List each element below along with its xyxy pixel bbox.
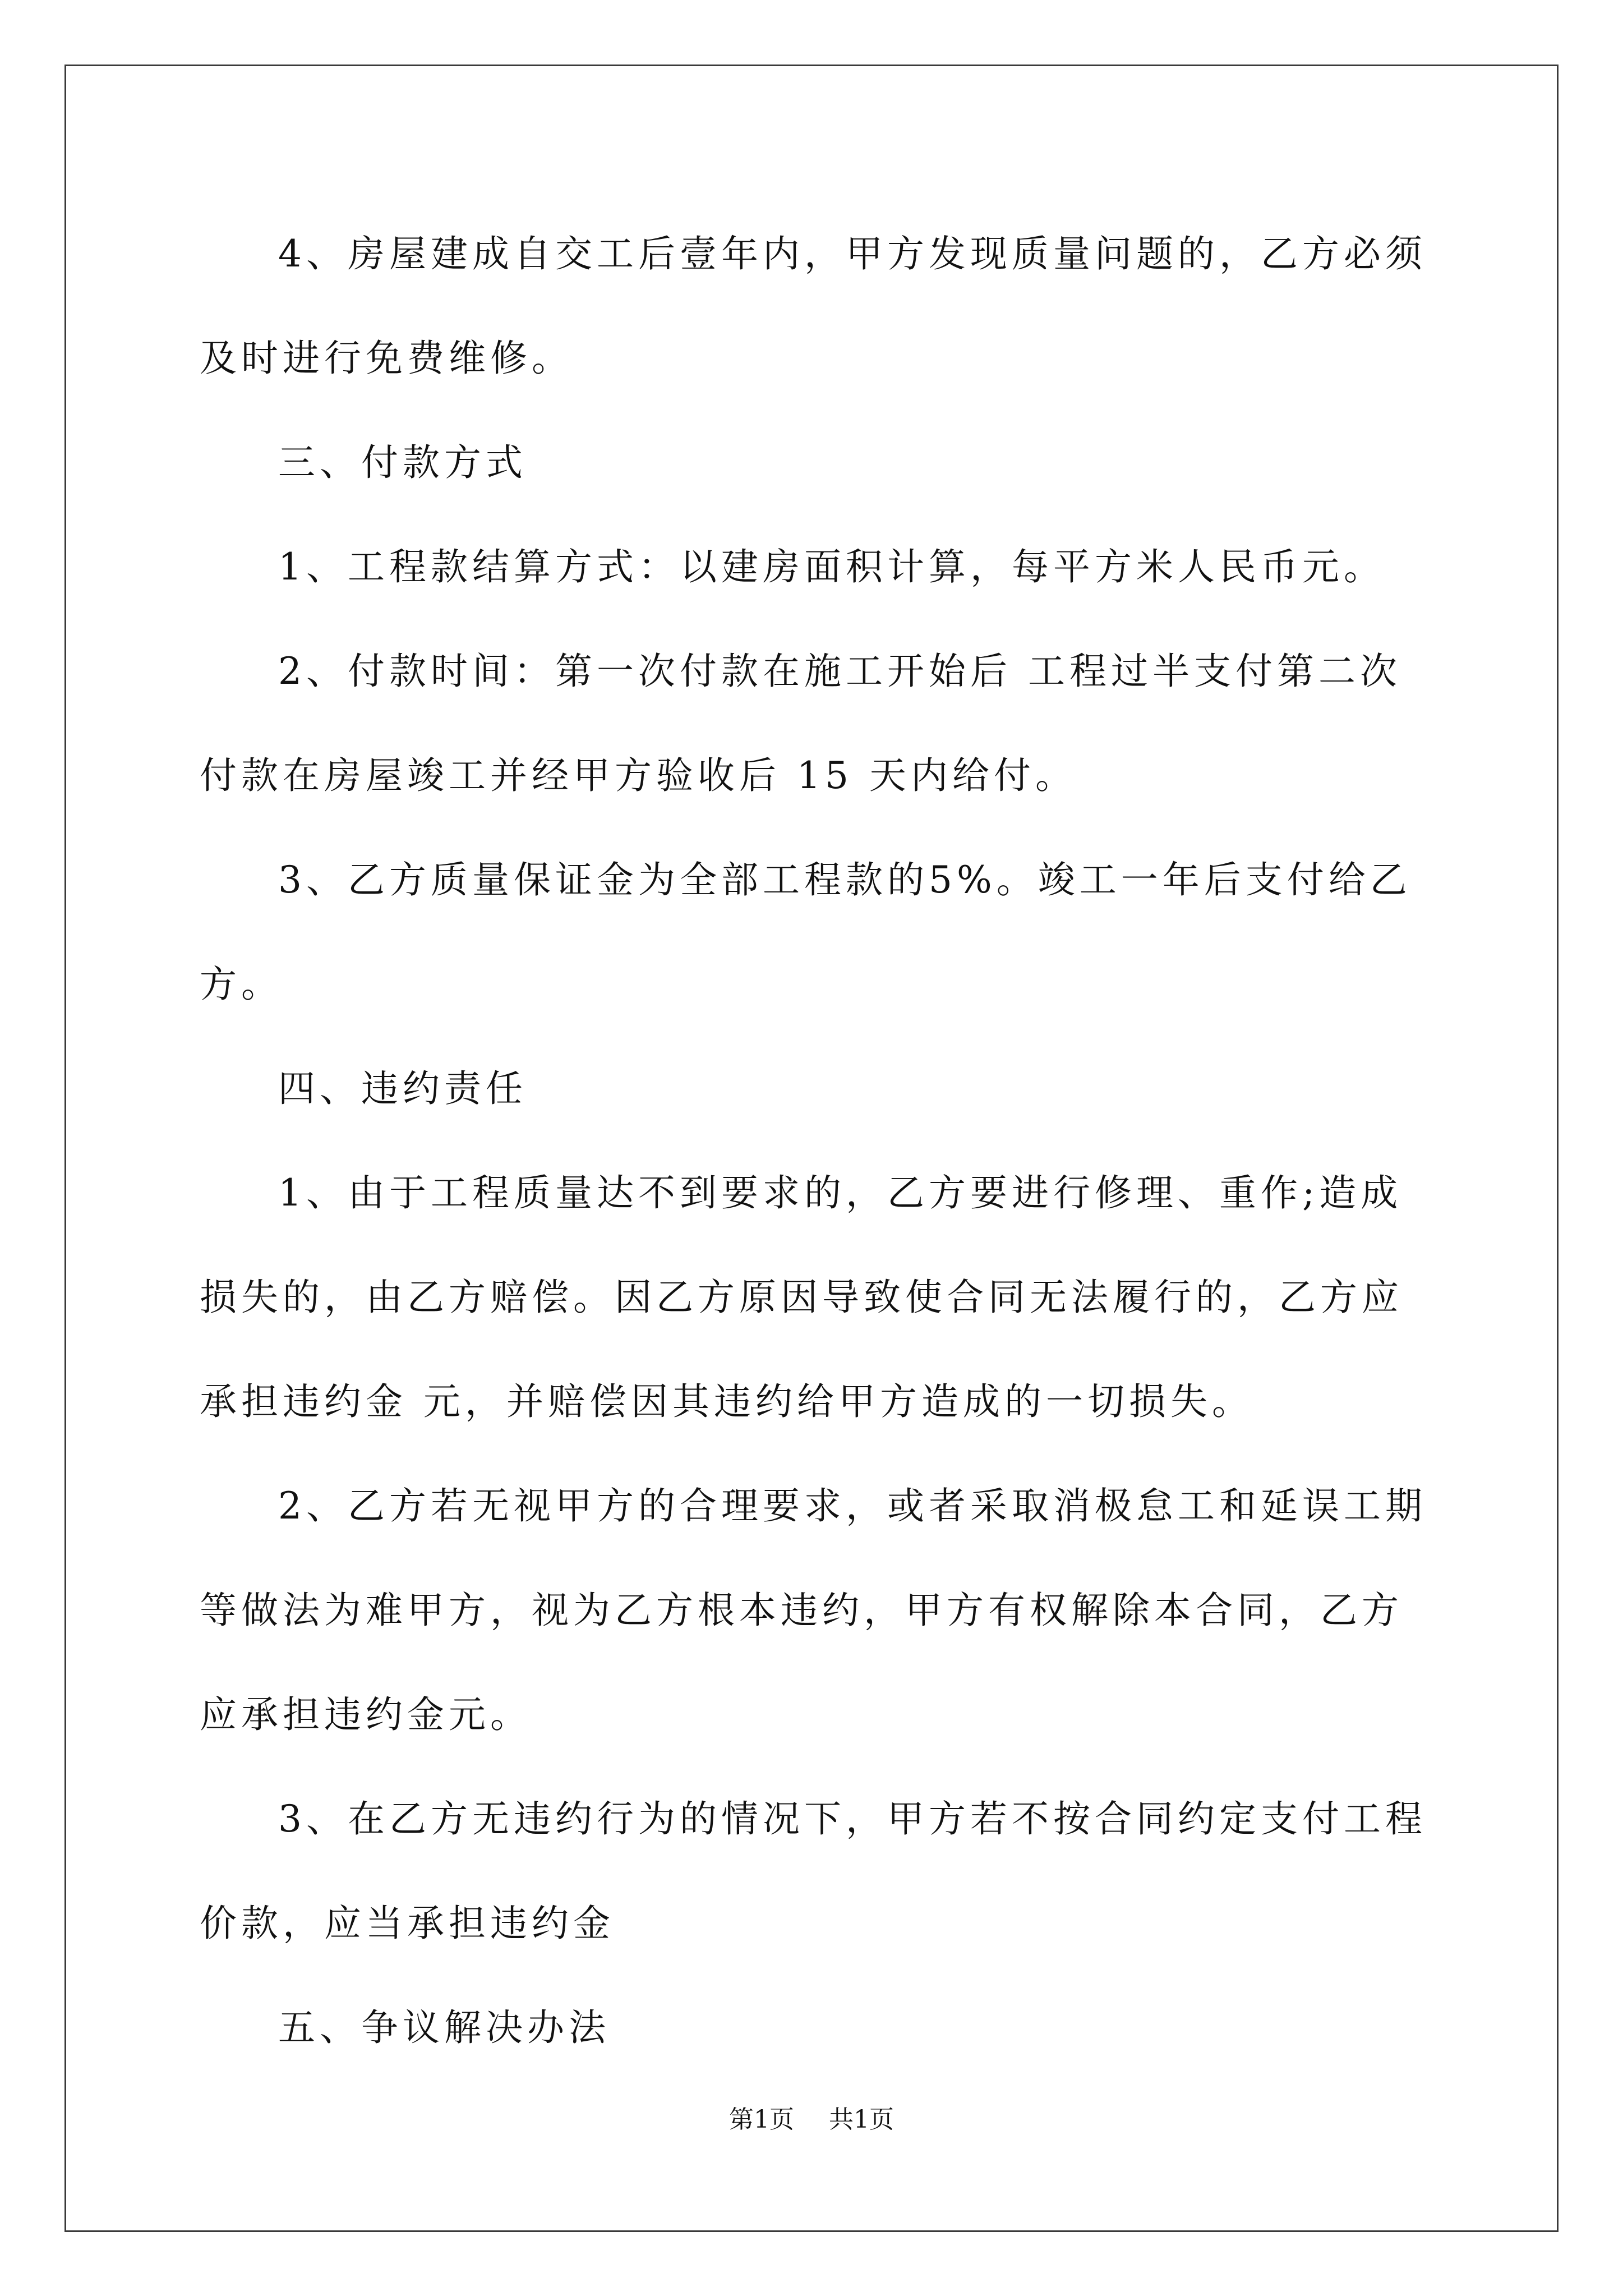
clause-liability-3: 3、在乙方无违约行为的情况下，甲方若不按合同约定支付工程价款，应当承担违约金 [200, 1797, 1427, 1945]
document-body [200, 202, 1433, 2080]
clause-liability-1: 1、由于工程质量达不到要求的，乙方要进行修理、重作;造成损失的，由乙方赔偿。因乙方原因导致使合同无法履行的，乙方应承担违约金 元，并赔偿因其违约给甲方造成的一切损失。 [200, 1171, 1403, 1423]
section-4-heading: 四、违约责任 [278, 1067, 527, 1110]
page-number: 第1页 [729, 2105, 794, 2134]
section-3-heading: 三、付款方式 [278, 441, 527, 484]
clause-payment-3: 3、乙方质量保证金为全部工程款的5%。竣工一年后支付给乙方。 [200, 858, 1412, 1006]
clause-payment-2: 2、付款时间：第一次付款在施工开始后 工程过半支付第二次付款在房屋竣工并经甲方验收后 15 天内给付。 [200, 650, 1401, 797]
page-footer [0, 2099, 1623, 2135]
clause-payment-1: 1、工程款结算方式：以建房面积计算，每平方米人民币元。 [278, 545, 1385, 588]
page-total: 共1页 [829, 2105, 894, 2134]
clause-4-warranty: 4、房屋建成自交工后壹年内，甲方发现质量问题的，乙方必须及时进行免费维修。 [200, 232, 1427, 380]
section-5-heading: 五、争议解决办法 [278, 2006, 610, 2049]
clause-liability-2: 2、乙方若无视甲方的合理要求，或者采取消极怠工和延误工期等做法为难甲方，视为乙方根本违约，甲方有权解除本合同，乙方应承担违约金元。 [200, 1484, 1427, 1736]
